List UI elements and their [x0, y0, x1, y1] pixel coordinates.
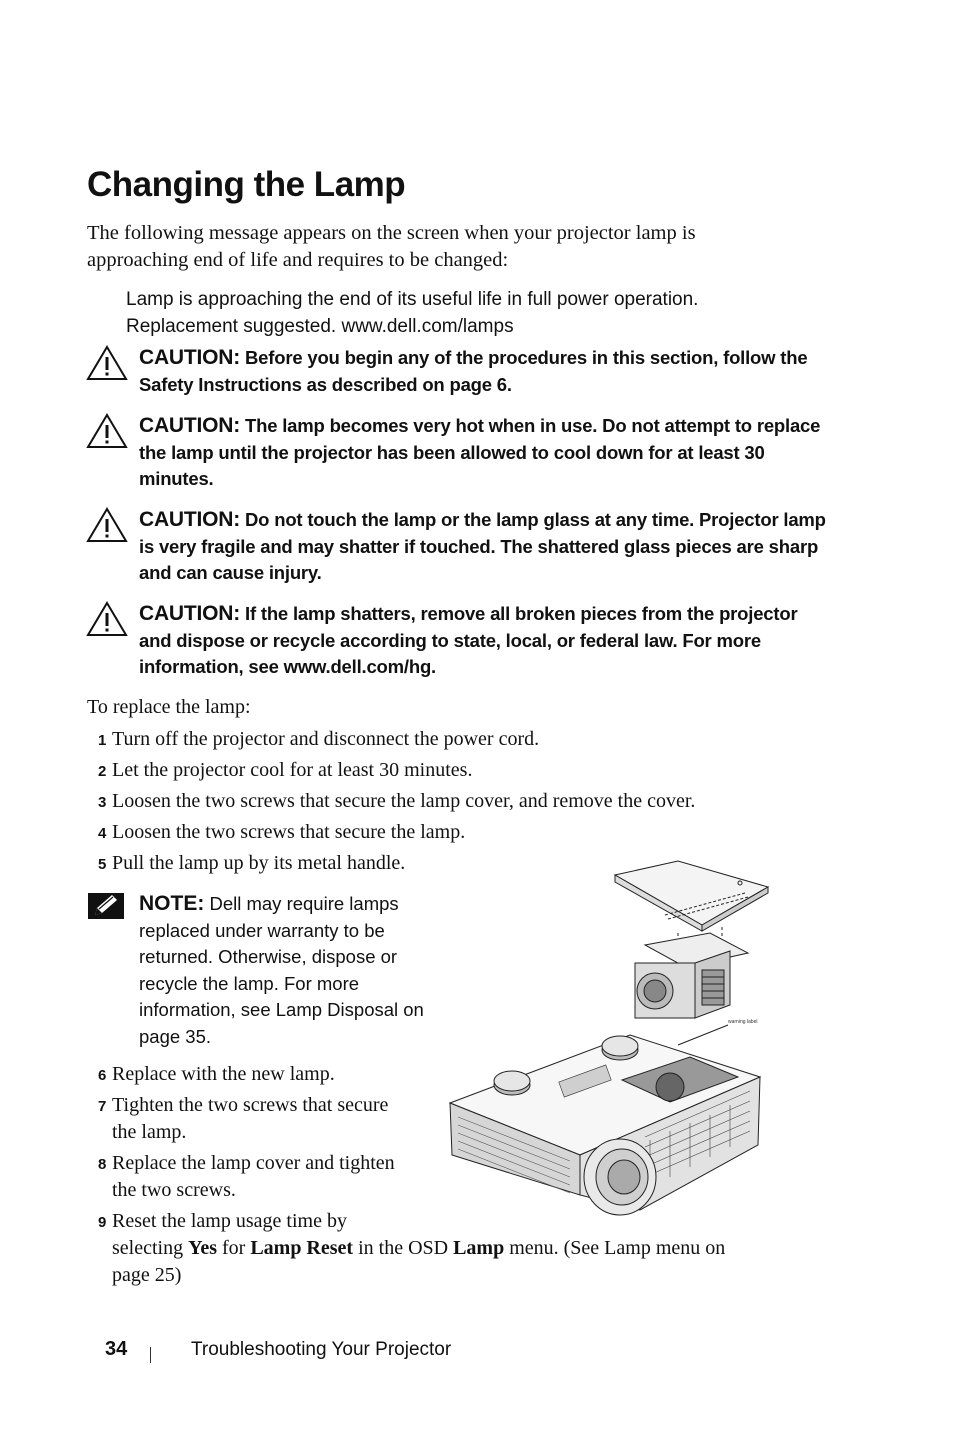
step-item — [98, 1208, 347, 1236]
step-item — [98, 819, 465, 847]
warning-triangle-icon — [86, 413, 128, 449]
caution-body: If the lamp shatters, remove all broken pieces from the projector and dispose or recycle according to state, local, or federal law. For more information, see www.dell.com/hg. — [139, 603, 798, 677]
step-text: Replace with the new lamp. — [112, 1063, 335, 1085]
step-item — [98, 1061, 335, 1089]
step-text: Loosen the two screws that secure the lamp. — [112, 821, 466, 843]
osd-message-line1: Lamp is approaching the end of its useful life in full power operation. — [126, 289, 699, 310]
lamp-menu: Lamp — [453, 1237, 505, 1259]
step-number: 9 — [98, 1214, 107, 1231]
step-item — [98, 1092, 388, 1120]
step-number: 7 — [98, 1098, 107, 1115]
caution-body: Before you begin any of the procedures in this section, follow the Safety Instructions as described on page 6. — [139, 347, 808, 395]
step-number: 1 — [98, 732, 107, 749]
pencil-note-icon — [86, 891, 126, 921]
step-text: Loosen the two screws that secure the lamp cover, and remove the cover. — [112, 790, 696, 812]
lamp-reset-option: Lamp Reset — [250, 1237, 354, 1259]
step-text-continued: selecting Yes for Lamp Reset in the OSD Lamp menu. (See Lamp menu on — [112, 1237, 726, 1259]
step-text: Replace the lamp cover and tighten — [112, 1152, 395, 1174]
step-number: 3 — [98, 794, 107, 811]
step-item — [98, 1150, 395, 1178]
page-title: Changing the Lamp — [87, 165, 406, 204]
osd-message-line2: Replacement suggested. www.dell.com/lamps — [126, 316, 514, 337]
caution-body: The lamp becomes very hot when in use. Do not attempt to replace the lamp until the projector has been allowed to cool down for at least 30 minutes. — [139, 415, 821, 489]
step-item — [98, 726, 539, 754]
step-text-continued: the two screws. — [112, 1179, 236, 1201]
step-text: Pull the lamp up by its metal handle. — [112, 852, 406, 874]
page-number: 34 — [105, 1338, 128, 1360]
footer-section-title: Troubleshooting Your Projector — [191, 1339, 452, 1360]
caution-text — [139, 601, 829, 681]
caution-label: CAUTION: — [139, 602, 241, 625]
step-item — [98, 788, 695, 816]
caution-text — [139, 507, 829, 587]
step-text: Reset the lamp usage time by — [112, 1210, 347, 1232]
step-text-continued: the lamp. — [112, 1121, 187, 1143]
step-number: 2 — [98, 763, 107, 780]
step-text: Let the projector cool for at least 30 minutes. — [112, 759, 473, 781]
step-number: 4 — [98, 825, 107, 842]
intro-paragraph: The following message appears on the screen when your projector lamp is approaching end of life and requires to be changed: — [87, 222, 696, 271]
step-text-continued: page 25) — [112, 1264, 182, 1286]
osd-message — [126, 286, 826, 340]
step-number: 8 — [98, 1156, 107, 1173]
step-item — [98, 757, 472, 785]
caution-body: Do not touch the lamp or the lamp glass at any time. Projector lamp is very fragile and may shatter if touched. The shattered glass pieces are sharp and can cause injury. — [139, 509, 826, 583]
note-body: Dell may require lamps replaced under warranty to be returned. Otherwise, dispose or recycle the lamp. For more information, see Lamp Disposal on page 35. — [139, 893, 424, 1047]
warning-triangle-icon — [86, 601, 128, 637]
footer-divider — [150, 1347, 151, 1363]
step-text: Turn off the projector and disconnect the power cord. — [112, 728, 540, 750]
warning-triangle-icon — [86, 345, 128, 381]
warning-triangle-icon — [86, 507, 128, 543]
warning-label-callout: warning label — [728, 1019, 758, 1025]
caution-label: CAUTION: — [139, 508, 241, 531]
step-number: 5 — [98, 856, 107, 873]
step-number: 6 — [98, 1067, 107, 1084]
caution-label: CAUTION: — [139, 414, 241, 437]
steps-intro: To replace the lamp: — [87, 696, 251, 718]
caution-text — [139, 413, 829, 493]
caution-label: CAUTION: — [139, 346, 241, 369]
note-text — [139, 891, 439, 1050]
step-item — [98, 850, 405, 878]
projector-lamp-illustration — [440, 855, 780, 1225]
caution-text — [139, 345, 829, 398]
note-label: NOTE: — [139, 892, 205, 915]
step-text: Tighten the two screws that secure — [112, 1094, 389, 1116]
yes-option: Yes — [188, 1237, 217, 1259]
